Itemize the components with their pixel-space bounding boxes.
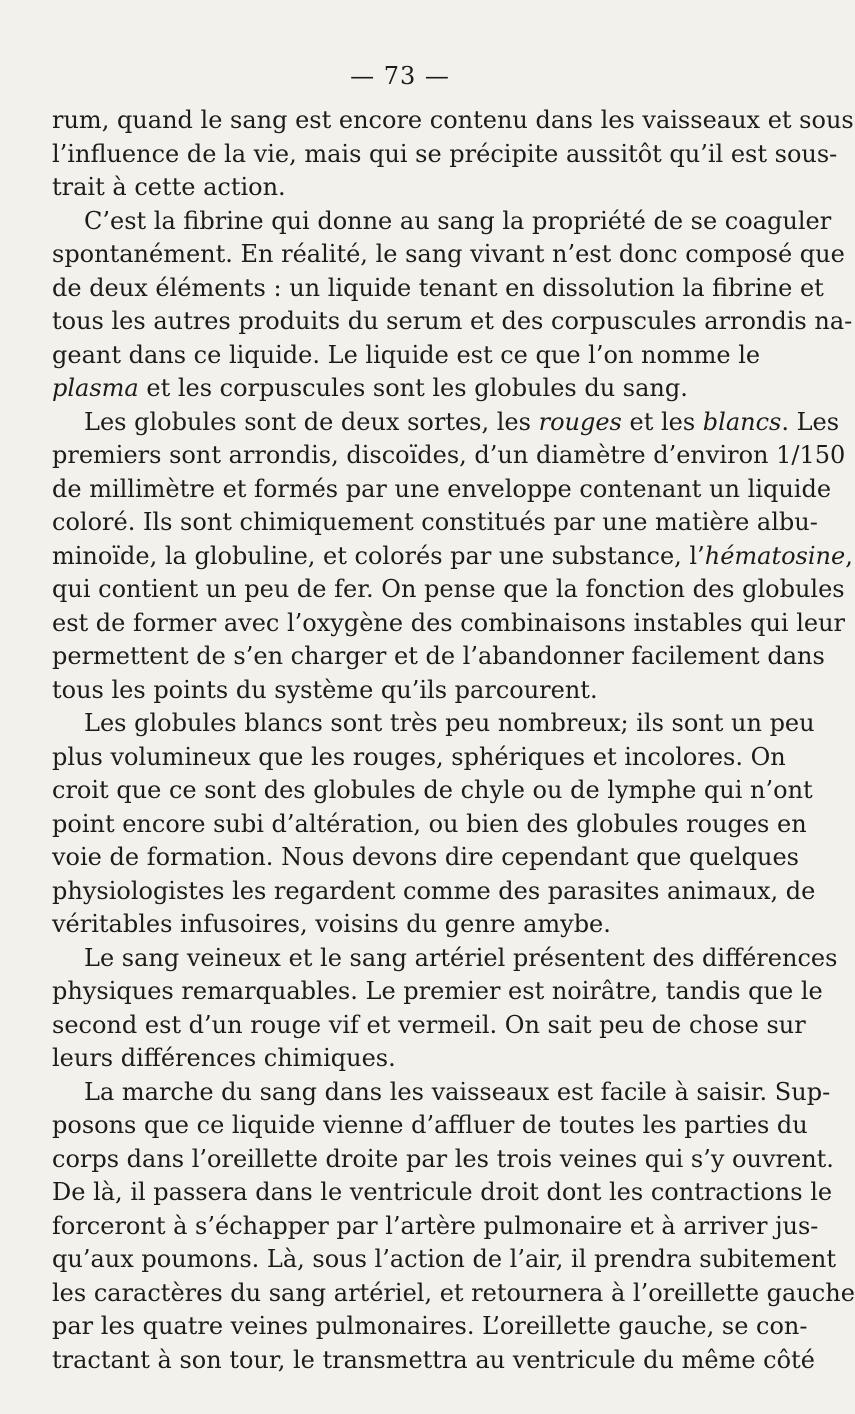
text-line: spontanément. En réalité, le sang vivant n’est donc composé que xyxy=(52,240,845,268)
text-line: leurs différences chimiques. xyxy=(52,1044,396,1072)
text-line: est de former avec l’oxygène des combinaisons instables qui leur xyxy=(52,608,846,637)
text-line: Les globules blancs sont très peu nombreux; ils sont un peu xyxy=(84,709,815,737)
paragraph-2 xyxy=(52,205,853,406)
text-line: premiers sont arrondis, discoïdes, d’un diamètre d’environ 1/150 xyxy=(52,441,846,469)
text-line: qu’aux poumons. Là, sous l’action de l’air, il prendra subitement xyxy=(52,1245,837,1273)
page-number: — 73 — xyxy=(350,62,450,90)
text-line-rest: et les corpuscules sont les globules du sang. xyxy=(138,374,688,402)
text-line: C’est la fibrine qui donne au sang la propriété de se coaguler xyxy=(84,206,832,235)
text-line: permettent de s’en charger et de l’abandonner facilement dans xyxy=(52,642,825,670)
text-line: tous les points du système qu’ils parcourent. xyxy=(52,675,598,704)
text-line: posons que ce liquide vienne d’affluer de toutes les parties du xyxy=(52,1111,808,1139)
text-line: physiologistes les regardent comme des parasites animaux, de xyxy=(52,876,816,905)
text-line: coloré. Ils sont chimiquement constitués par une matière albu- xyxy=(52,508,818,536)
text-line: Le sang veineux et le sang artériel présentent des différences xyxy=(84,943,838,972)
italic-term-plasma: plasma xyxy=(52,374,139,402)
text-line: les caractères du sang artériel, et retournera à l’oreillette gauche xyxy=(52,1278,855,1307)
text-line-rouges-blancs: Les globules sont de deux sortes, les rouges et les blancs. Les xyxy=(84,407,840,436)
text-line: second est d’un rouge vif et vermeil. On sait peu de chose sur xyxy=(52,1010,806,1039)
text-line: corps dans l’oreillette droite par les trois veines qui s’y ouvrent. xyxy=(52,1144,834,1173)
paragraph-4 xyxy=(52,707,816,942)
paragraph-3 xyxy=(52,406,853,708)
text-line: forceront à s’échapper par l’artère pulmonaire et à arriver jus- xyxy=(52,1211,819,1240)
text-line: tous les autres produits du serum et des corpuscules arrondis na- xyxy=(52,307,853,335)
text-line: La marche du sang dans les vaisseaux est facile à saisir. Sup- xyxy=(84,1077,831,1106)
text-line-hematosine: minoïde, la globuline, et colorés par une substance, l’hématosine, xyxy=(52,541,853,570)
text-line: par les quatre veines pulmonaires. L’oreillette gauche, se con- xyxy=(52,1312,808,1340)
paragraph-6 xyxy=(52,1076,855,1378)
text-line: physiques remarquables. Le premier est noirâtre, tandis que le xyxy=(52,977,823,1005)
text-line: plus volumineux que les rouges, sphériques et incolores. On xyxy=(52,742,786,771)
text-line: De là, il passera dans le ventricule droit dont les contractions le xyxy=(52,1178,833,1206)
text-line: geant dans ce liquide. Le liquide est ce que l’on nomme le xyxy=(52,340,761,369)
text-line: rum, quand le sang est encore contenu dans les vaisseaux et sous xyxy=(52,106,854,134)
body-text xyxy=(52,104,855,1377)
paragraph-1 xyxy=(52,104,854,205)
text-line: trait à cette action. xyxy=(52,173,286,201)
italic-term-blancs: blancs xyxy=(702,407,782,436)
text-line: véritables infusoires, voisins du genre amybe. xyxy=(52,910,611,938)
text-line: l’influence de la vie, mais qui se précipite aussitôt qu’il est sous- xyxy=(52,139,838,168)
text-line: tractant à son tour, le transmettra au ventricule du même côté xyxy=(52,1345,815,1374)
text-line: croit que ce sont des globules de chyle ou de lymphe qui n’ont xyxy=(52,776,813,804)
text-line: de millimètre et formés par une enveloppe contenant un liquide xyxy=(52,474,832,503)
italic-term-rouges: rouges xyxy=(538,407,622,436)
text-line: point encore subi d’altération, ou bien des globules rouges en xyxy=(52,809,807,838)
text-line: voie de formation. Nous devons dire cependant que quelques xyxy=(52,843,799,871)
text-line: de deux éléments : un liquide tenant en dissolution la fibrine et xyxy=(52,273,824,302)
text-line: qui contient un peu de fer. On pense que la fonction des globules xyxy=(52,575,845,603)
text-line-plasma xyxy=(52,372,742,406)
paragraph-5 xyxy=(52,942,838,1076)
italic-term-hematosine: hématosine xyxy=(704,541,846,570)
